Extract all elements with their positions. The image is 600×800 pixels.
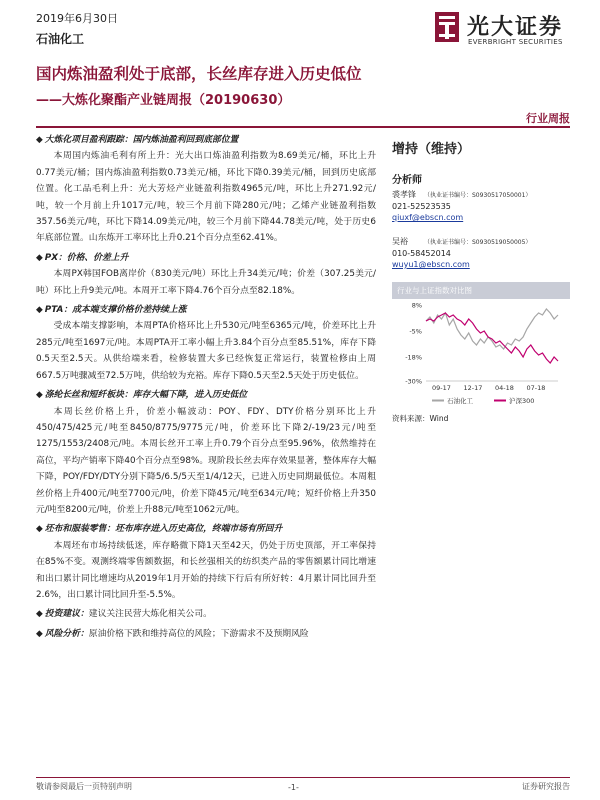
bullet-icon: ◆ bbox=[36, 628, 43, 639]
sector-label: 石油化工 bbox=[36, 32, 85, 46]
section-heading: 风险分析： bbox=[44, 628, 89, 639]
report-type: 行业周报 bbox=[526, 112, 570, 125]
bullet-icon: ◆ bbox=[36, 305, 43, 316]
section-paragraph: 本周坯布市场持续低迷，库存略微下降1天至42天，仍处于历史顶部，开工率保持在85%不变。观测终端零售额数据，和长丝强相关的纺织类产品的零售额累计同比增速和出口累计同比增速均从2019年1月开始的持续下行后有所好转：4月累计同比回升至2.6%，出口累计同比回升至-5.5%。 bbox=[36, 540, 376, 600]
footer-divider bbox=[36, 777, 570, 778]
section-profit-tracking bbox=[36, 132, 376, 247]
bullet-icon: ◆ bbox=[36, 252, 43, 263]
analyst-cert: （执业证书编号：S0930517050001） bbox=[424, 192, 532, 199]
section-polyester-filament bbox=[36, 387, 376, 518]
section-heading: PTA：成本端支撑价格价差持续上涨 bbox=[44, 305, 187, 316]
analyst-phone: 010-58452014 bbox=[392, 249, 451, 258]
bullet-icon: ◆ bbox=[36, 524, 43, 535]
y-tick-label: 8% bbox=[411, 301, 422, 310]
analyst-title: 分析师 bbox=[392, 175, 422, 186]
bullet-icon: ◆ bbox=[36, 609, 43, 620]
x-tick-label: 12-17 bbox=[463, 384, 483, 392]
section-heading: PX：价格、价差上升 bbox=[44, 252, 129, 263]
report-title: 国内炼油盈利处于底部，长丝库存进入历史低位 bbox=[36, 65, 362, 83]
x-tick-label: 07-18 bbox=[526, 384, 546, 392]
section-pta bbox=[36, 302, 376, 384]
page-number: -1- bbox=[288, 783, 299, 792]
section-heading: 大炼化项目盈利跟踪：国内炼油盈利回到底部位置 bbox=[44, 135, 239, 145]
company-logo bbox=[433, 8, 573, 50]
section-fabric-retail bbox=[36, 521, 376, 603]
analyst-2 bbox=[392, 236, 531, 270]
title-divider bbox=[36, 126, 570, 128]
report-body bbox=[36, 132, 376, 645]
index-comparison-chart bbox=[392, 282, 570, 409]
y-tick-label: -30% bbox=[405, 377, 422, 386]
series-line-2 bbox=[426, 313, 558, 363]
analyst-email[interactable]: wuyu1@ebscn.com bbox=[392, 260, 470, 269]
x-tick-label: 09-17 bbox=[432, 384, 451, 392]
section-px bbox=[36, 250, 376, 299]
chart-source: 资料来源：Wind bbox=[392, 414, 449, 423]
analyst-phone: 021-52523535 bbox=[392, 202, 451, 211]
analyst-cert: （执业证书编号：S0930519050005） bbox=[424, 239, 532, 246]
bullet-icon: ◆ bbox=[36, 390, 43, 401]
report-date: 2019年6月30日 bbox=[36, 12, 118, 25]
footer-report-label: 证券研究报告 bbox=[522, 782, 570, 791]
analyst-1 bbox=[392, 189, 531, 223]
series-line-1 bbox=[426, 309, 558, 349]
footer-disclaimer: 敬请参阅最后一页特别声明 bbox=[36, 782, 132, 791]
analyst-name: 吴裕 bbox=[392, 237, 408, 246]
y-tick-label: -18% bbox=[405, 353, 422, 362]
section-investment-advice bbox=[36, 606, 376, 622]
bullet-icon: ◆ bbox=[36, 135, 43, 145]
legend-label: 沪深300 bbox=[509, 397, 535, 405]
chart-plot bbox=[392, 299, 570, 409]
logo-mark-icon bbox=[433, 10, 461, 44]
logo-name: 光大证券 bbox=[467, 14, 564, 40]
section-heading: 坯布和服装零售：坯布库存进入历史高位，终端市场有所回升 bbox=[44, 524, 283, 535]
report-subtitle: ——大炼化聚酯产业链周报（20190630） bbox=[36, 93, 291, 108]
section-paragraph: 本周PX韩国FOB离岸价（830美元/吨）环比上升34美元/吨；价差（307.25美元/吨）环比上升9美元/吨。本周开工率下降4.76个百分点至82.18%。 bbox=[36, 269, 376, 296]
section-heading: 投资建议： bbox=[44, 609, 89, 620]
logo-english-name: EVERBRIGHT SECURITIES bbox=[468, 38, 563, 46]
section-paragraph: 本周长丝价格上升，价差小幅波动：POY、FDY、DTY价格分别环比上升450/475/425元/吨至8450/8775/9775元/吨，价差环比下降2/-19/23元/吨至1275/1553/2408元/吨。本周长丝开工率上升0.79个百分点至95.96%，依然维持在高位，平均产销率下降40个百分点至98%。现阶段长丝去库存效果显著，整体库存大幅下降，POY/FDY/DTY分别下降5/6.5/5天至1/4/12天，已进入历史同期最低位。本周粗丝价格上升400元/吨至7700元/吨，价差下降45元/吨至634元/吨；短纤价格上升350元/吨至8200元/吨，价差上升88元/吨至1062元/吨。 bbox=[36, 406, 376, 515]
section-risk-analysis bbox=[36, 626, 376, 642]
section-heading: 涤纶长丝和短纤板块：库存大幅下降，进入历史低位 bbox=[44, 390, 248, 401]
chart-title: 行业与上证指数对比图 bbox=[392, 282, 570, 299]
y-tick-label: -5% bbox=[409, 327, 422, 336]
rating: 增持（维持） bbox=[392, 142, 471, 157]
legend-label: 石油化工 bbox=[447, 397, 473, 405]
section-inline-text: 原油价格下跌和维持高位的风险；下游需求不及预期风险 bbox=[88, 628, 309, 639]
section-paragraph: 本周国内炼油毛利有所上升：光大出口炼油盈利指数为8.69美元/桶，环比上升0.77美元/桶；国内炼油盈利指数0.73美元/桶，环比下降0.39美元/桶，回到历史底部位置。化工品毛利上升：光大芳烃产业链盈利指数4965元/吨，环比上升271.92元/吨，较一个月前上升1017元/吨，较三个月前下降280元/吨；乙烯产业链盈利指数357.56美元/吨，环比下降14.09美元/吨，较三个月前下降44.78美元/吨，处于历史6年底部位置。山东炼开工率环比上升0.21个百分点至62.41%。 bbox=[36, 151, 376, 244]
section-inline-text: 建议关注民营大炼化相关公司。 bbox=[88, 609, 212, 620]
section-paragraph: 受成本端支撑影响，本周PTA价格环比上升530元/吨至6365元/吨，价差环比上升285元/吨至1697元/吨。本周PTA开工率小幅上升3.84个百分点至85.51%，库存下降0.5天至2.5天。从供给端来看，检修装置大多已经恢复正常运行，装置检修由上周667.5万吨骤减至72.5万吨，供给较为充裕。库存下降0.5天至2.5天处于历史低位。 bbox=[36, 321, 376, 381]
analyst-email[interactable]: qiuxf@ebscn.com bbox=[392, 213, 464, 222]
x-tick-label: 04-18 bbox=[495, 384, 514, 392]
analyst-name: 裘孝锋 bbox=[392, 190, 416, 199]
